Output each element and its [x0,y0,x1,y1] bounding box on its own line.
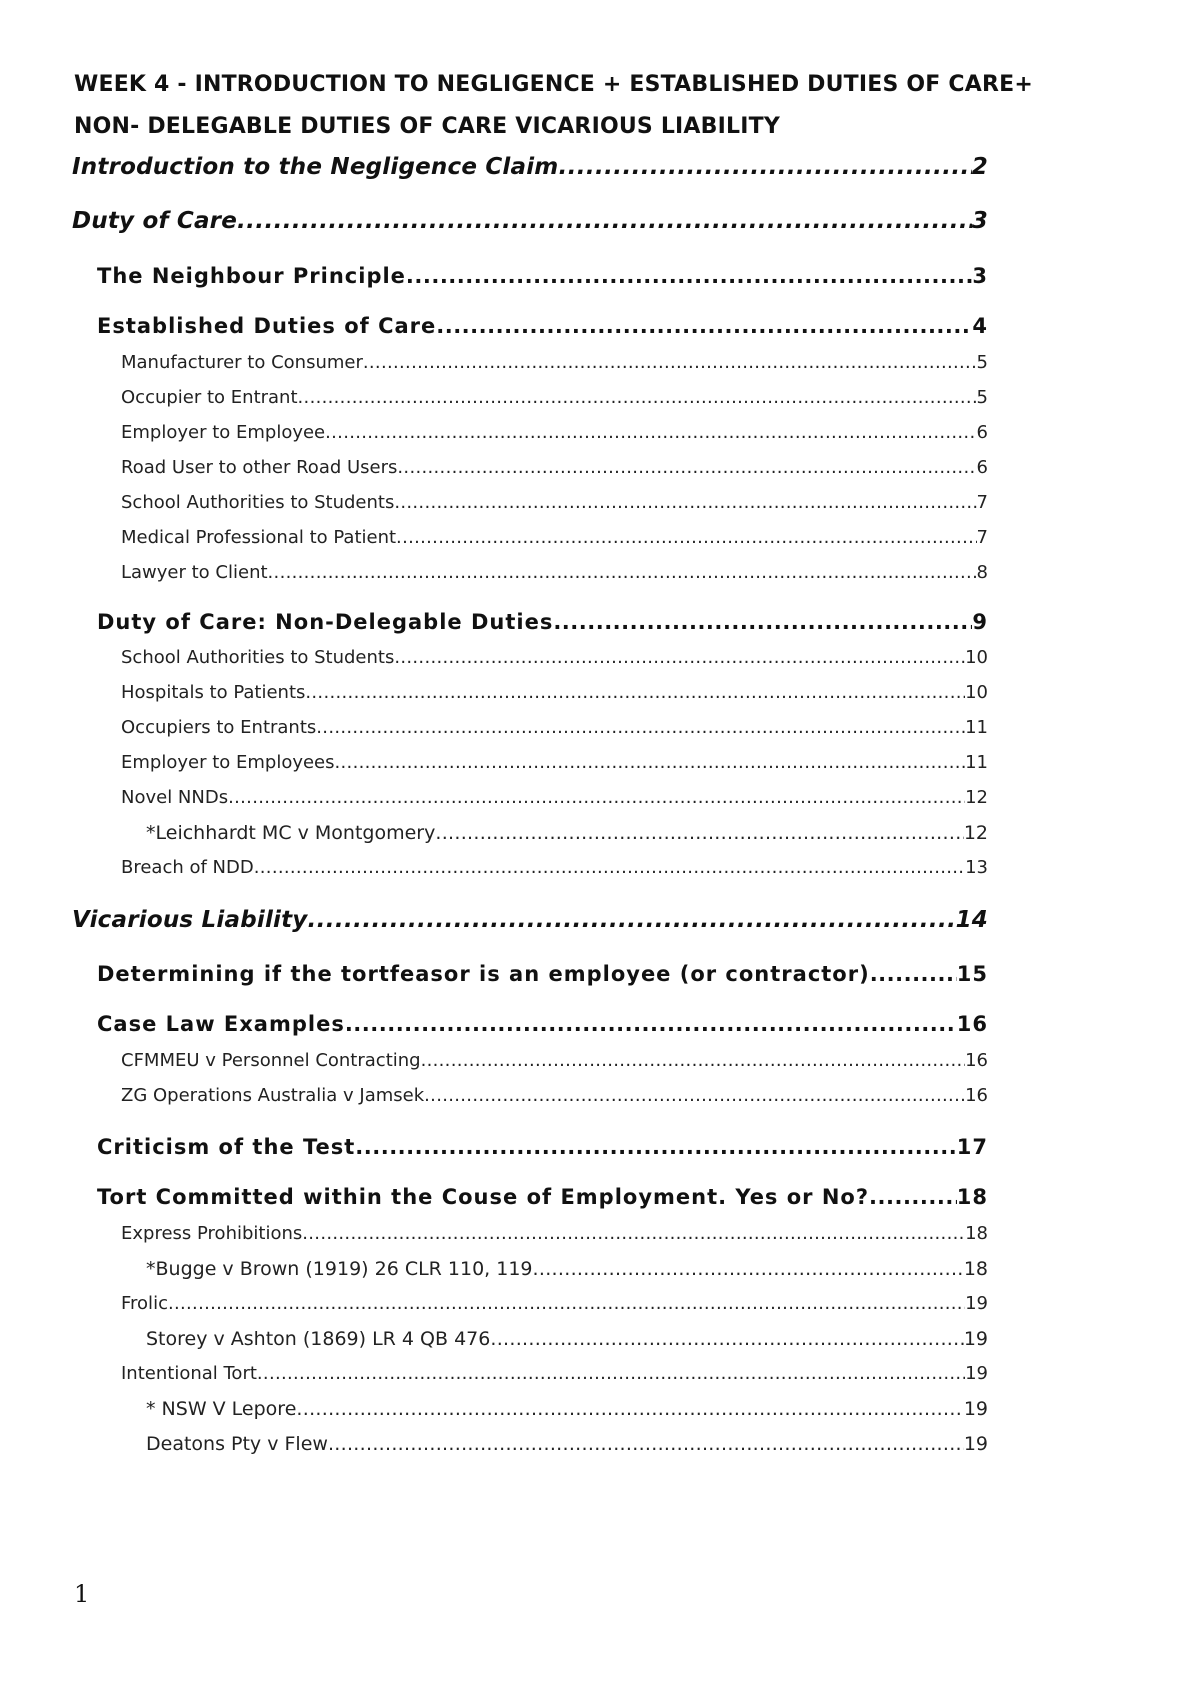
toc-entry-label: Established Duties of Care [97,314,437,338]
toc-entry-page-number: 18 [963,1258,988,1280]
toc-entry-label: Introduction to the Negligence Claim [72,154,559,180]
toc-dot-leader [870,962,957,986]
toc-dot-leader [305,682,965,703]
page-number: 1 [74,1580,90,1608]
toc-dot-leader [355,1135,956,1159]
toc-entry[interactable] [121,647,988,668]
toc-entry[interactable] [72,907,988,933]
toc-entry-label: *Leichhardt MC v Montgomery [146,822,436,844]
toc-entry-label: Storey v Ashton (1869) LR 4 QB 476 [146,1328,491,1350]
toc-entry-page-number: 13 [965,857,988,878]
toc-entry-page-number: 19 [963,1328,988,1350]
toc-entry-page-number: 16 [965,1085,988,1106]
toc-entry-page-number: 12 [965,787,988,808]
toc-dot-leader [298,387,977,408]
toc-entry-label: Breach of NDD [121,857,254,878]
toc-dot-leader [296,1398,963,1420]
toc-dot-leader [335,752,966,773]
toc-entry-page-number: 12 [963,822,988,844]
toc-entry-label: Tort Committed within the Couse of Employment. Yes or No? [97,1185,870,1209]
toc-dot-leader [397,457,976,478]
toc-entry-page-number: 3 [972,264,988,288]
toc-dot-leader [308,907,956,933]
toc-entry-label: Duty of Care [72,208,238,234]
toc-entry-label: *Bugge v Brown (1919) 26 CLR 110, 119 [146,1258,533,1280]
toc-entry[interactable] [97,1185,988,1209]
toc-entry[interactable] [121,1085,988,1106]
toc-entry-label: Duty of Care: Non-Delegable Duties [97,610,554,634]
toc-entry-page-number: 3 [971,208,988,234]
toc-entry-page-number: 4 [972,314,988,338]
toc-entry-label: Hospitals to Patients [121,682,306,703]
toc-dot-leader [533,1258,964,1280]
toc-entry[interactable] [121,457,988,478]
toc-entry-page-number: 8 [976,562,988,583]
toc-dot-leader [396,527,977,548]
toc-dot-leader [363,352,977,373]
toc-entry-label: School Authorities to Students [121,647,395,668]
toc-entry-label: CFMMEU v Personnel Contracting [121,1050,421,1071]
toc-dot-leader [254,857,965,878]
toc-entry-label: Deatons Pty v Flew [146,1433,328,1455]
toc-entry-label: Employer to Employee [121,422,326,443]
toc-entry-label: Road User to other Road Users [121,457,398,478]
toc-entry-page-number: 16 [956,1012,988,1036]
toc-entry-label: * NSW V Lepore [146,1398,297,1420]
toc-entry-page-number: 16 [965,1050,988,1071]
toc-entry-page-number: 9 [972,610,988,634]
toc-entry-label: Intentional Tort [121,1363,257,1384]
toc-dot-leader [435,822,963,844]
toc-entry-label: ZG Operations Australia v Jamsek [121,1085,425,1106]
toc-entry-page-number: 18 [965,1223,988,1244]
toc-dot-leader [553,610,972,634]
toc-entry[interactable] [72,154,988,180]
toc-entry-label: Medical Professional to Patient [121,527,397,548]
toc-entry-page-number: 11 [965,752,988,773]
toc-dot-leader [257,1363,965,1384]
toc-entry-page-number: 19 [965,1293,988,1314]
toc-entry[interactable] [121,717,988,738]
toc-dot-leader [869,1185,957,1209]
toc-entry-page-number: 6 [976,422,988,443]
toc-entry-page-number: 10 [965,682,988,703]
toc-entry[interactable] [97,1135,988,1159]
toc-entry-page-number: 19 [963,1398,988,1420]
toc-entry-page-number: 7 [976,492,988,513]
toc-entry[interactable] [146,822,988,844]
toc-entry-label: Employer to Employees [121,752,335,773]
toc-entry[interactable] [121,527,988,548]
toc-dot-leader [228,787,965,808]
toc-entry[interactable] [146,1258,988,1280]
toc-entry[interactable] [121,1293,988,1314]
toc-entry[interactable] [121,1223,988,1244]
toc-dot-leader [558,154,971,180]
toc-entry-page-number: 19 [965,1363,988,1384]
toc-entry[interactable] [121,562,988,583]
toc-entry-label: Express Prohibitions [121,1223,303,1244]
toc-dot-leader [394,492,976,513]
document-title-line-2: NON- DELEGABLE DUTIES OF CARE VICARIOUS LIABILITY [74,114,780,139]
toc-entry[interactable] [121,787,988,808]
toc-entry-label: The Neighbour Principle [97,264,406,288]
toc-entry[interactable] [97,1012,988,1036]
toc-entry-page-number: 10 [965,647,988,668]
toc-entry-page-number: 6 [976,457,988,478]
toc-entry-label: Determining if the tortfeasor is an employee (or contractor) [97,962,870,986]
toc-entry[interactable] [97,264,988,288]
toc-entry-label: School Authorities to Students [121,492,395,513]
toc-dot-leader [345,1012,957,1036]
toc-entry-page-number: 5 [976,352,988,373]
toc-entry-page-number: 19 [963,1433,988,1455]
toc-dot-leader [268,562,977,583]
toc-entry[interactable] [121,682,988,703]
toc-dot-leader [436,314,972,338]
toc-entry-page-number: 11 [965,717,988,738]
toc-entry[interactable] [121,857,988,878]
toc-entry[interactable] [121,352,988,373]
toc-entry-label: Occupiers to Entrants [121,717,317,738]
document-title-line-1: WEEK 4 - INTRODUCTION TO NEGLIGENCE + ESTABLISHED DUTIES OF CARE+ [74,72,1033,97]
toc-entry[interactable] [121,1050,988,1071]
toc-entry[interactable] [146,1398,988,1420]
toc-entry-page-number: 15 [956,962,988,986]
toc-dot-leader [421,1050,966,1071]
toc-dot-leader [237,208,972,234]
toc-entry-label: Novel NNDs [121,787,229,808]
toc-entry[interactable] [121,1363,988,1384]
toc-entry-label: Manufacturer to Consumer [121,352,363,373]
toc-entry[interactable] [97,314,988,338]
toc-entry[interactable] [97,610,988,634]
toc-dot-leader [406,264,972,288]
toc-dot-leader [490,1328,963,1350]
toc-entry-page-number: 18 [956,1185,988,1209]
toc-entry-label: Vicarious Liability [72,907,308,933]
toc-entry-label: Frolic [121,1293,168,1314]
toc-dot-leader [394,647,965,668]
toc-entry[interactable] [97,962,988,986]
toc-entry[interactable] [121,387,988,408]
toc-entry-page-number: 7 [976,527,988,548]
toc-entry-page-number: 14 [955,907,988,933]
toc-entry[interactable] [121,752,988,773]
toc-entry-page-number: 2 [971,154,988,180]
toc-entry[interactable] [146,1433,988,1455]
toc-entry[interactable] [121,422,988,443]
toc-dot-leader [302,1223,965,1244]
toc-entry-label: Lawyer to Client [121,562,268,583]
toc-entry-label: Occupier to Entrant [121,387,298,408]
toc-dot-leader [316,717,965,738]
toc-entry-page-number: 5 [976,387,988,408]
toc-entry[interactable] [121,492,988,513]
toc-entry[interactable] [72,208,988,234]
toc-dot-leader [168,1293,965,1314]
toc-dot-leader [424,1085,965,1106]
toc-dot-leader [325,422,976,443]
toc-entry-label: Case Law Examples [97,1012,345,1036]
toc-entry-label: Criticism of the Test [97,1135,356,1159]
toc-dot-leader [328,1433,964,1455]
toc-entry-page-number: 17 [956,1135,988,1159]
toc-entry[interactable] [146,1328,988,1350]
